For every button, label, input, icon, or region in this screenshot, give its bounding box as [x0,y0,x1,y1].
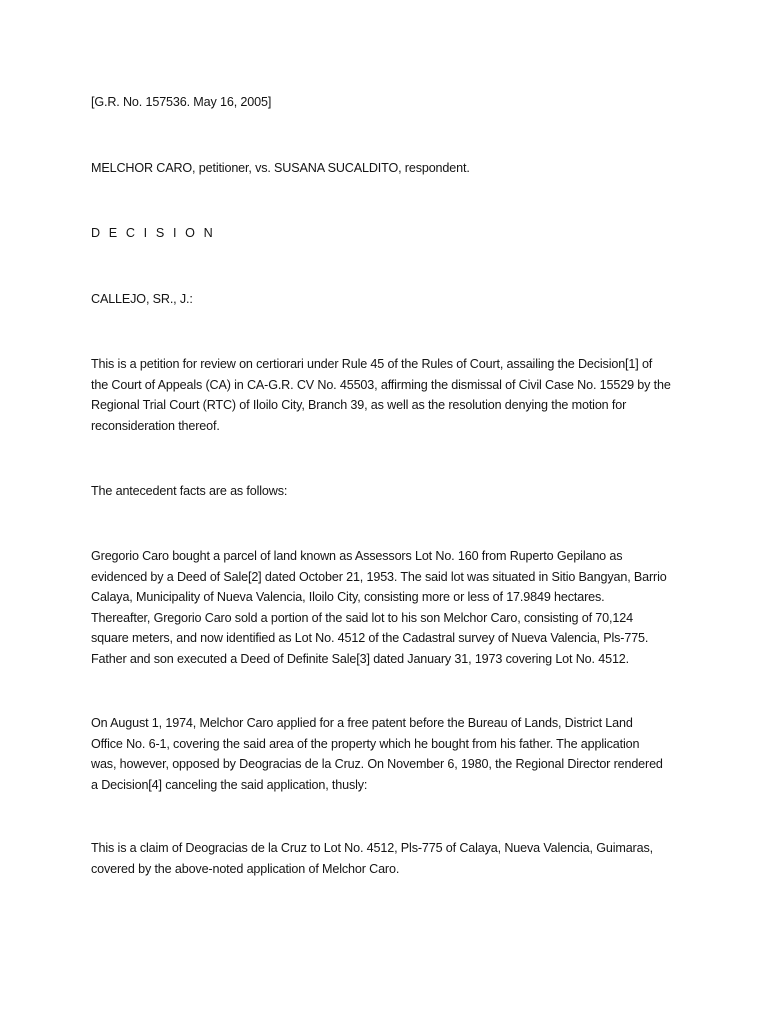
facts-paragraph-1 [91,546,691,670]
case-parties-text: MELCHOR CARO, petitioner, vs. SUSANA SUCALDITO, respondent. [91,161,470,175]
paragraph-line: Office No. 6-1, covering the said area of the property which he bought from his father. The application [91,736,640,751]
paragraph-line: Regional Trial Court (RTC) of Iloilo City, Branch 39, as well as the resolution denying the motion for [91,398,627,413]
case-citation-text: [G.R. No. 157536. May 16, 2005] [91,95,272,109]
quoted-decision-paragraph [91,838,691,879]
case-parties [91,158,691,179]
paragraph-line: was, however, opposed by Deogracias de la Cruz. On November 6, 1980, the Regional Director rendered [91,757,663,772]
paragraph-line: square meters, and now identified as Lot No. 4512 of the Cadastral survey of Nueva Valencia, Pls-775. [91,631,649,646]
decision-heading [91,223,691,244]
paragraph-line: the Court of Appeals (CA) in CA-G.R. CV No. 45503, affirming the dismissal of Civil Case No. 15529 by the [91,377,671,392]
ponente [91,289,691,310]
paragraph-line: reconsideration thereof. [91,418,220,433]
paragraph-line: Calaya, Municipality of Nueva Valencia, Iloilo City, consisting more or less of 17.9849 hectares. [91,590,605,605]
paragraph-line: This is a petition for review on certiorari under Rule 45 of the Rules of Court, assailing the Decision[1] of [91,357,653,371]
paragraph-line: Gregorio Caro bought a parcel of land known as Assessors Lot No. 160 from Ruperto Gepilano as [91,549,623,563]
case-citation [91,92,691,113]
paragraph-line: The antecedent facts are as follows: [91,484,288,498]
paragraph-line: On August 1, 1974, Melchor Caro applied for a free patent before the Bureau of Lands, District Land [91,716,633,730]
facts-paragraph-2 [91,713,691,795]
antecedent-paragraph [91,481,691,502]
paragraph-line: a Decision[4] canceling the said application, thusly: [91,777,368,792]
paragraph-line: evidenced by a Deed of Sale[2] dated October 21, 1953. The said lot was situated in Sitio Bangyan, Barrio [91,569,667,584]
intro-paragraph [91,354,691,436]
paragraph-line: Thereafter, Gregorio Caro sold a portion of the said lot to his son Melchor Caro, consisting of 70,124 [91,610,633,625]
decision-heading-text: D E C I S I O N [91,226,216,240]
paragraph-line: covered by the above-noted application of Melchor Caro. [91,861,400,876]
ponente-text: CALLEJO, SR., J.: [91,292,193,306]
paragraph-line: Father and son executed a Deed of Definite Sale[3] dated January 31, 1973 covering Lot No. 4512. [91,651,629,666]
paragraph-line: This is a claim of Deogracias de la Cruz to Lot No. 4512, Pls-775 of Calaya, Nueva Valencia, Guimaras, [91,841,653,855]
